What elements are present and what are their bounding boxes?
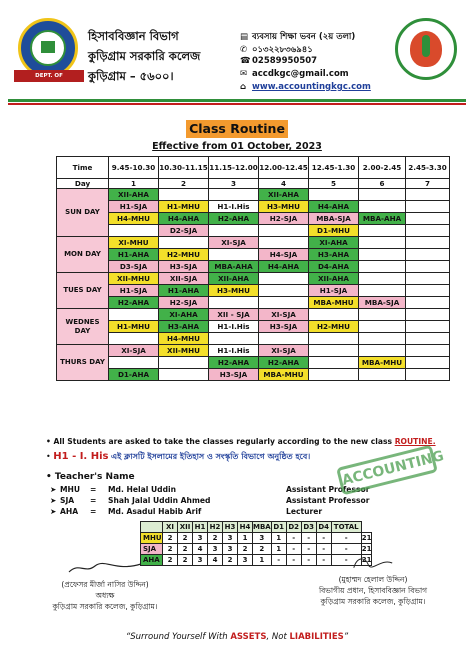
class-cell (209, 249, 259, 261)
contact-line[interactable] (240, 69, 349, 79)
load-header-cell: D3 (301, 522, 316, 533)
class-cell (359, 237, 406, 249)
quote-part: , Not (266, 632, 290, 642)
class-cell: H2-MHU (159, 249, 209, 261)
class-cell (406, 369, 450, 381)
header-rule-red (8, 103, 466, 105)
load-cell: 2 (253, 544, 272, 555)
load-row (141, 544, 372, 555)
teacher-code: SJA (60, 496, 75, 505)
page-title: Class Routine (186, 120, 288, 138)
class-cell: MBA-MHU (259, 369, 309, 381)
class-cell (359, 333, 406, 345)
class-cell (109, 225, 159, 237)
quote-assets: ASSETS (230, 632, 267, 642)
quote-liabilities: LIABILITIES (289, 632, 344, 642)
bullet-icon: • (46, 452, 54, 461)
teacher-title: Assistant Professor (286, 485, 370, 494)
class-cell: H4-MHU (109, 213, 159, 225)
load-cell: - (331, 544, 361, 555)
load-cell: 3 (238, 555, 253, 566)
head-signature (288, 555, 458, 607)
period-number: 7 (406, 179, 450, 189)
class-cell (309, 333, 359, 345)
class-cell: H3-SJA (259, 321, 309, 333)
teachers-heading-text: Teacher's Name (54, 472, 135, 482)
class-cell: H1-AHA (109, 249, 159, 261)
class-cell: H4-SJA (259, 249, 309, 261)
contact-line (240, 43, 313, 57)
class-cell: XII-AHA (209, 273, 259, 285)
building-icon: ▤ (240, 32, 249, 42)
quote-part: ” (343, 632, 349, 642)
teachers-heading (46, 472, 135, 482)
class-cell (309, 345, 359, 357)
class-cell (359, 285, 406, 297)
class-cell: H1-SJA (309, 285, 359, 297)
period-number: 3 (209, 179, 259, 189)
note-emphasis: ROUTINE. (394, 437, 436, 446)
class-cell (359, 321, 406, 333)
contact-line[interactable] (240, 82, 371, 92)
quote-part: “Surround Yourself With (125, 632, 231, 642)
load-header-cell: D1 (271, 522, 286, 533)
load-cell: 2 (163, 544, 178, 555)
class-cell: H3-AHA (159, 321, 209, 333)
load-header-cell: MBA (253, 523, 271, 531)
load-cell: - (316, 533, 331, 544)
contact-text: ০১৩২২৮৩৬৯৪১ (252, 45, 313, 55)
load-cell: - (316, 555, 331, 566)
class-cell (359, 225, 406, 237)
class-cell: XII-MHU (159, 345, 209, 357)
time-header: Time (57, 157, 109, 179)
load-cell: 21 (361, 545, 372, 553)
class-cell: MBA-AHA (359, 213, 406, 225)
day-name: THURS DAY (57, 345, 109, 381)
load-cell: 2 (238, 544, 253, 555)
class-cell: XII-AHA (309, 273, 359, 285)
class-cell (359, 189, 406, 201)
routine-row (57, 201, 450, 213)
class-cell (309, 189, 359, 201)
class-cell (159, 369, 209, 381)
load-cell: - (331, 555, 361, 566)
load-cell: 3 (193, 533, 208, 544)
class-cell (309, 357, 359, 369)
head-title: বিভাগীয় প্রধান, হিসাববিজ্ঞান বিভাগ (318, 586, 428, 595)
watermark-stamp: ACCOUNTING (336, 445, 438, 496)
time-slot: 12.45-1.30 (309, 157, 359, 179)
bullet-icon: • (46, 472, 55, 482)
load-teacher-code: AHA (141, 555, 163, 566)
routine-row (57, 237, 450, 249)
ihis-note-text: এই ক্লাসটি ইসলামের ইতিহাস ও সংস্কৃতি বিভাগে অনুষ্ঠিত হবে। (111, 452, 311, 461)
principal-signature (30, 560, 180, 612)
class-cell: H4-MHU (159, 333, 209, 345)
class-cell: XI-SJA (259, 345, 309, 357)
class-cell (406, 321, 450, 333)
routine-row (57, 369, 450, 381)
class-cell (109, 357, 159, 369)
signature-icon (65, 560, 145, 576)
class-cell: H4-AHA (259, 261, 309, 273)
equals-sign: = (90, 507, 97, 516)
web-icon: ⌂ (240, 82, 247, 92)
contact-line (240, 30, 355, 44)
class-cell (259, 225, 309, 237)
teacher-title: Lecturer (286, 507, 323, 516)
teacher-name: Shah Jalal Uddin Ahmed (108, 496, 211, 505)
class-cell: H2-MHU (309, 321, 359, 333)
class-cell: XI-AHA (159, 309, 209, 321)
load-cell: 1 (271, 533, 286, 544)
load-cell: - (286, 544, 301, 555)
load-cell: 3 (193, 555, 208, 566)
arrow-icon: ➤ (50, 485, 57, 494)
class-cell: H1-SJA (109, 201, 159, 213)
class-cell: H1-MHU (109, 321, 159, 333)
class-cell (209, 297, 259, 309)
head-college: কুড়িগ্রাম সরকারি কলেজ, কুড়িগ্রাম। (320, 597, 426, 606)
load-cell: 1 (271, 544, 286, 555)
principal-title: অধ্যক্ষ (95, 591, 115, 600)
routine-row (57, 357, 450, 369)
class-cell: MBA-MHU (309, 297, 359, 309)
phone-icon: ✆ (240, 45, 248, 55)
teacher-code: MHU (60, 485, 81, 494)
time-slot: 12.00-12.45 (259, 157, 309, 179)
routine-table (56, 156, 450, 381)
day-header: Day (57, 179, 109, 189)
time-slot: 2.45-3.30 (406, 157, 450, 179)
class-cell: H3-SJA (159, 261, 209, 273)
class-cell (159, 357, 209, 369)
contact-text: 02589950507 (252, 56, 318, 66)
arrow-icon: ➤ (50, 496, 57, 505)
class-cell (359, 201, 406, 213)
class-cell: H4-AHA (309, 201, 359, 213)
class-cell (359, 345, 406, 357)
class-cell (359, 273, 406, 285)
load-cell: 2 (178, 555, 193, 566)
class-cell (209, 333, 259, 345)
routine-row (57, 321, 450, 333)
class-cell: H3-SJA (209, 369, 259, 381)
principal-name: (প্রফেসর মীর্জা নাসির উদ্দিন) (61, 580, 149, 589)
routine-row (57, 309, 450, 321)
ihis-note (46, 451, 310, 464)
class-cell: H1-I.His (209, 201, 259, 213)
load-cell: 2 (208, 533, 223, 544)
equals-sign: = (90, 485, 97, 494)
class-cell (406, 345, 450, 357)
teacher-code: AHA (60, 507, 79, 516)
class-cell (406, 333, 450, 345)
load-cell: 4 (193, 544, 208, 555)
class-cell: H2-AHA (209, 213, 259, 225)
class-cell (259, 333, 309, 345)
load-header-cell: H4 (238, 522, 253, 533)
class-cell: XII - SJA (209, 309, 259, 321)
routine-row (57, 225, 450, 237)
time-slot: 10.30-11.15 (159, 157, 209, 179)
period-number: 4 (259, 179, 309, 189)
class-cell: MBA-MHU (359, 357, 406, 369)
load-header-cell: D4 (316, 522, 331, 533)
class-cell: D2-SJA (159, 225, 209, 237)
header-rule-green (8, 99, 466, 102)
load-cell: 3 (208, 544, 223, 555)
class-cell (406, 189, 450, 201)
class-cell: XI-SJA (109, 345, 159, 357)
load-cell: 3 (253, 533, 272, 544)
routine-row (57, 333, 450, 345)
period-number: 6 (359, 179, 406, 189)
class-cell (309, 369, 359, 381)
load-header-cell: TOTAL (331, 522, 361, 533)
load-cell: 3 (223, 544, 238, 555)
load-cell: - (286, 555, 301, 566)
load-header-cell: D2 (286, 522, 301, 533)
class-cell: XI-MHU (109, 237, 159, 249)
load-cell: 3 (223, 533, 238, 544)
period-number: 2 (159, 179, 209, 189)
day-name: TUES DAY (57, 273, 109, 309)
class-cell: H1-AHA (159, 285, 209, 297)
class-cell: H2-AHA (109, 297, 159, 309)
load-cell: 2 (163, 533, 178, 544)
class-cell (109, 309, 159, 321)
class-cell: XII-AHA (109, 189, 159, 201)
class-cell (406, 273, 450, 285)
load-cell: - (301, 555, 316, 566)
load-cell: 21 (361, 556, 372, 564)
routine-row (57, 213, 450, 225)
routine-row (57, 249, 450, 261)
class-cell: XI-AHA (309, 237, 359, 249)
time-slot: 9.45-10.30 (109, 157, 159, 179)
teacher-name: Md. Asadul Habib Arif (108, 507, 202, 516)
equals-sign: = (90, 496, 97, 505)
day-name: MON DAY (57, 237, 109, 273)
class-cell: H3-MHU (209, 285, 259, 297)
dept-name: হিসাববিজ্ঞান বিভাগ (88, 29, 179, 43)
routine-row (57, 273, 450, 285)
class-cell (359, 309, 406, 321)
load-cell: 21 (361, 534, 372, 542)
class-cell: XI-SJA (259, 309, 309, 321)
class-cell (406, 249, 450, 261)
city-name: কুড়িগ্রাম – ৫৬০০। (88, 69, 174, 83)
class-cell: D1-MHU (309, 225, 359, 237)
routine-row (57, 261, 450, 273)
class-cell: XII-AHA (259, 189, 309, 201)
load-header-cell: XI (163, 522, 178, 533)
class-cell (406, 237, 450, 249)
routine-row (57, 285, 450, 297)
attendance-note (46, 437, 436, 446)
class-cell: D4-AHA (309, 261, 359, 273)
time-slot: 2.00-2.45 (359, 157, 406, 179)
signature-icon (343, 555, 403, 571)
note-text: All Students are asked to take the classes regularly according to the new class (53, 437, 393, 446)
book-icon (41, 41, 55, 53)
principal-college: কুড়িগ্রাম সরকারি কলেজ, কুড়িগ্রাম। (52, 602, 158, 611)
class-cell: XI-SJA (209, 237, 259, 249)
leaf-icon (422, 35, 430, 57)
load-cell: 2 (223, 555, 238, 566)
email-icon: ✉ (240, 69, 248, 79)
class-cell: H2-AHA (259, 357, 309, 369)
routine-row (57, 189, 450, 201)
class-cell (159, 237, 209, 249)
class-cell (406, 201, 450, 213)
telephone-icon: ☎ (240, 56, 251, 66)
load-header-cell: XII (178, 522, 193, 533)
time-slot: 11.15-12.00 (209, 157, 259, 179)
arrow-icon: ➤ (50, 507, 57, 516)
load-cell: - (316, 544, 331, 555)
load-cell: 1 (253, 555, 272, 566)
contact-text: ব্যবসায় শিক্ষা ভবন (২য় তলা) (252, 32, 356, 42)
load-cell: 2 (178, 544, 193, 555)
load-teacher-code: MHU (141, 533, 163, 544)
period-number: 5 (309, 179, 359, 189)
load-cell: 2 (163, 555, 178, 566)
class-cell (259, 285, 309, 297)
class-cell: H4-AHA (159, 213, 209, 225)
class-cell: MBA-AHA (209, 261, 259, 273)
routine-row (57, 297, 450, 309)
class-cell: D1-AHA (109, 369, 159, 381)
load-header-cell: H3 (223, 522, 238, 533)
class-code: H1 - I. His (53, 451, 109, 462)
footer-quote (0, 632, 474, 642)
class-cell: D3-SJA (109, 261, 159, 273)
college-logo (395, 18, 457, 80)
load-row (141, 533, 372, 544)
class-cell (259, 273, 309, 285)
class-cell (209, 189, 259, 201)
class-cell (309, 309, 359, 321)
class-cell (209, 225, 259, 237)
day-name: WEDNES DAY (57, 309, 109, 345)
class-cell: MBA-SJA (359, 297, 406, 309)
load-header-cell (141, 522, 163, 533)
contact-text: www.accountingkgc.com (252, 82, 371, 92)
teacher-name: Md. Helal Uddin (108, 485, 177, 494)
bullet-icon: • (46, 437, 54, 446)
class-cell (359, 369, 406, 381)
class-cell (109, 333, 159, 345)
class-cell (259, 297, 309, 309)
load-header-cell: H2 (208, 522, 223, 533)
class-cell: XII-MHU (109, 273, 159, 285)
class-cell: MBA-SJA (309, 213, 359, 225)
effective-date: Effective from 01 October, 2023 (152, 141, 322, 152)
routine-row (57, 345, 450, 357)
day-name: SUN DAY (57, 189, 109, 237)
class-cell (406, 297, 450, 309)
load-cell: - (286, 533, 301, 544)
load-header-cell: H1 (193, 522, 208, 533)
head-name: (মুহাম্মদ হেলাল উদ্দিন) (338, 575, 408, 584)
class-cell: H1-MHU (159, 201, 209, 213)
class-cell: H2-AHA (209, 357, 259, 369)
period-number: 1 (109, 179, 159, 189)
class-cell: H2-SJA (259, 213, 309, 225)
college-name: কুড়িগ্রাম সরকারি কলেজ (88, 49, 201, 63)
class-cell: H1-I.His (209, 345, 259, 357)
load-cell: - (301, 533, 316, 544)
class-cell (406, 261, 450, 273)
class-cell (406, 225, 450, 237)
load-cell: 1 (238, 533, 253, 544)
class-cell: H1-I.His (209, 321, 259, 333)
load-cell: 2 (178, 533, 193, 544)
class-cell (406, 357, 450, 369)
teacher-title: Assistant Professor (286, 496, 370, 505)
class-cell: H3-AHA (309, 249, 359, 261)
logo-band: DEPT. OF ACCOUNTING (14, 70, 84, 82)
class-cell (159, 189, 209, 201)
class-cell (406, 213, 450, 225)
contact-text: accdkgc@gmail.com (252, 69, 349, 79)
contact-line (240, 56, 317, 66)
logo-inner-ring (30, 30, 66, 66)
class-cell: H2-SJA (159, 297, 209, 309)
class-cell: H1-SJA (109, 285, 159, 297)
load-teacher-code: SJA (141, 544, 163, 555)
class-cell (259, 237, 309, 249)
load-cell: 4 (208, 555, 223, 566)
load-cell: - (271, 555, 286, 566)
class-cell: H3-MHU (259, 201, 309, 213)
class-cell (406, 285, 450, 297)
department-logo (18, 18, 78, 78)
class-cell (359, 249, 406, 261)
load-cell: - (301, 544, 316, 555)
load-cell: - (331, 533, 361, 544)
class-cell (359, 261, 406, 273)
class-cell: XII-SJA (159, 273, 209, 285)
class-cell (406, 309, 450, 321)
